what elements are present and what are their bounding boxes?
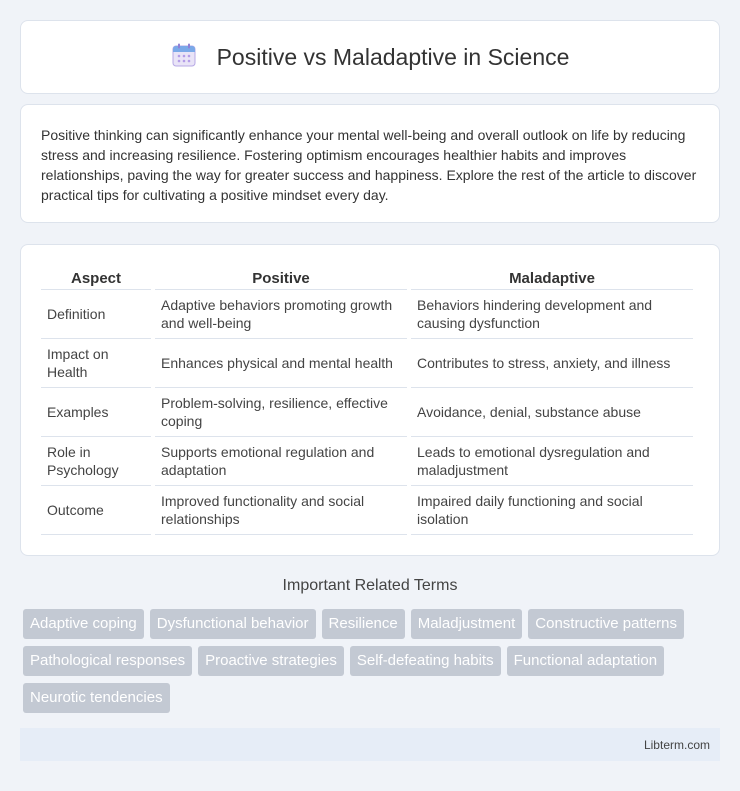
table-cell-maladaptive: Avoidance, denial, substance abuse [411, 388, 693, 437]
table-cell-maladaptive: Contributes to stress, anxiety, and illness [411, 339, 693, 388]
calendar-icon [171, 42, 197, 73]
table-cell-positive: Problem-solving, resilience, effective coping [155, 388, 407, 437]
tag-adaptive-coping[interactable]: Adaptive coping [23, 609, 144, 639]
table-cell-maladaptive: Behaviors hindering development and causing dysfunction [411, 290, 693, 339]
intro-text: Positive thinking can significantly enhance your mental well-being and overall outlook on life by reducing stress and increasing resilience. Fostering optimism encourages healthier habits and improves relationships, paving the way for greater success and happiness. Explore the rest of the article to discover practical tips for cultivating a positive mindset every day. [41, 127, 697, 203]
comparison-table-card [20, 244, 720, 556]
header-card [20, 20, 720, 94]
column-header-maladaptive: Maladaptive [411, 265, 693, 290]
tag-resilience[interactable]: Resilience [322, 609, 405, 639]
tag-dysfunctional-behavior[interactable]: Dysfunctional behavior [150, 609, 316, 639]
tag-constructive-patterns[interactable]: Constructive patterns [528, 609, 684, 639]
table-cell-positive: Supports emotional regulation and adaptation [155, 437, 407, 486]
table-row [41, 388, 693, 437]
footer-site-link[interactable]: Libterm.com [643, 737, 710, 752]
table-cell-positive: Improved functionality and social relationships [155, 486, 407, 535]
tag-proactive-strategies[interactable]: Proactive strategies [198, 646, 344, 676]
table-row [41, 486, 693, 535]
page-title: Positive vs Maladaptive in Science [216, 43, 570, 70]
table-cell-positive: Enhances physical and mental health [155, 339, 407, 388]
table-cell-aspect: Role in Psychology [41, 437, 151, 486]
table-row [41, 339, 693, 388]
table-cell-aspect: Examples [41, 388, 151, 437]
comparison-table [37, 265, 697, 535]
tag-self-defeating-habits[interactable]: Self-defeating habits [350, 646, 501, 676]
tag-functional-adaptation[interactable]: Functional adaptation [507, 646, 664, 676]
table-cell-positive: Adaptive behaviors promoting growth and well-being [155, 290, 407, 339]
table-cell-maladaptive: Leads to emotional dysregulation and maladjustment [411, 437, 693, 486]
tag-maladjustment[interactable]: Maladjustment [411, 609, 523, 639]
related-terms-list [23, 609, 723, 713]
table-cell-aspect: Definition [41, 290, 151, 339]
intro-card [20, 104, 720, 223]
footer [20, 728, 720, 761]
table-row [41, 290, 693, 339]
related-terms-title: Important Related Terms [282, 577, 458, 594]
tag-pathological-responses[interactable]: Pathological responses [23, 646, 192, 676]
table-cell-aspect: Outcome [41, 486, 151, 535]
column-header-aspect: Aspect [41, 265, 151, 290]
table-cell-aspect: Impact on Health [41, 339, 151, 388]
column-header-positive: Positive [155, 265, 407, 290]
table-cell-maladaptive: Impaired daily functioning and social isolation [411, 486, 693, 535]
table-row [41, 437, 693, 486]
tag-neurotic-tendencies[interactable]: Neurotic tendencies [23, 683, 170, 713]
